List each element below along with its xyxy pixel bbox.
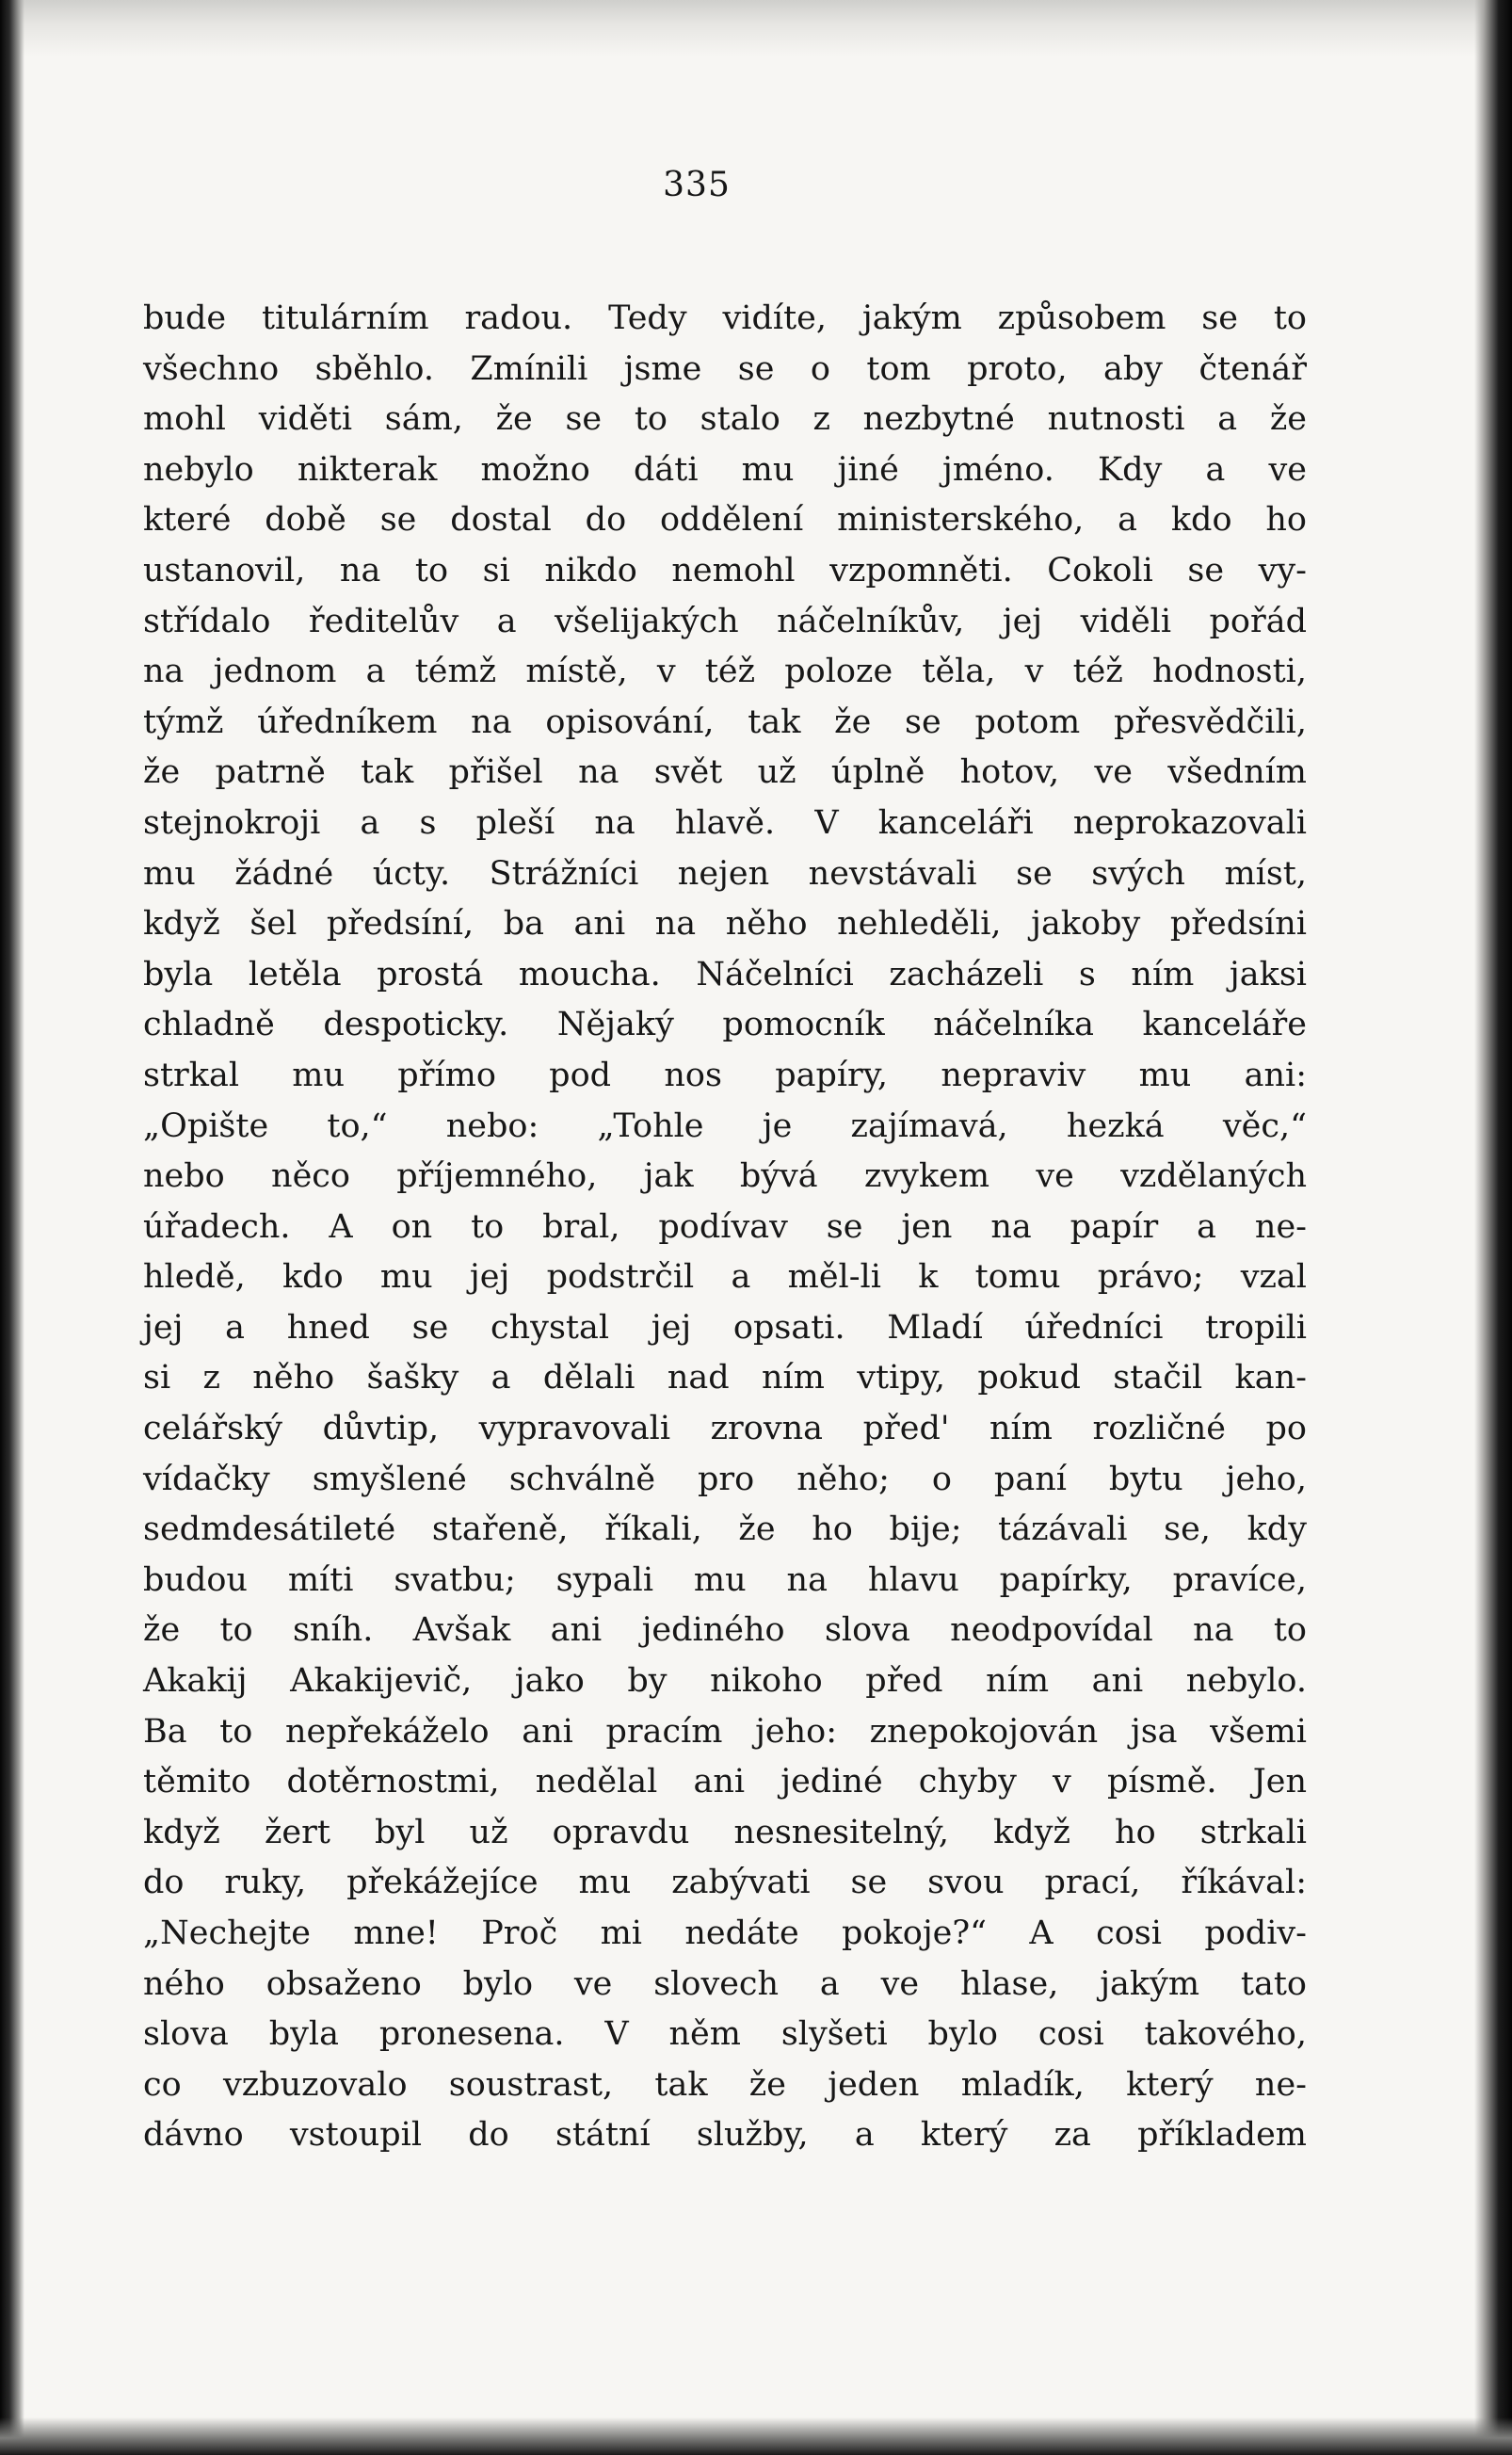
text-line: Akakij Akakijevič, jako by nikoho před ním ani nebylo.: [143, 1662, 1307, 1701]
page-edge-left-shadow: [0, 0, 24, 2455]
text-line: hledě, kdo mu jej podstrčil a měl-li k tomu právo; vzal: [143, 1258, 1307, 1297]
text-line: si z něho šašky a dělali nad ním vtipy, pokud stačil kan-: [143, 1359, 1307, 1397]
text-line: když žert byl už opravdu nesnesitelný, když ho strkali: [143, 1813, 1307, 1851]
text-line: sedmdesátileté stařeně, říkali, že ho bije; tázávali se, kdy: [143, 1510, 1307, 1549]
text-line: ustanovil, na to si nikdo nemohl vzpomněti. Cokoli se vy-: [143, 551, 1307, 590]
text-line: mohl viděti sám, že se to stalo z nezbytné nutnosti a že: [143, 400, 1307, 439]
text-line: týmž úředníkem na opisování, tak že se potom přesvědčili,: [143, 703, 1307, 741]
text-line: střídalo ředitelův a všelijakých náčelníkův, jej viděli pořád: [143, 602, 1307, 640]
text-line: které době se dostal do oddělení ministerského, a kdo ho: [143, 501, 1307, 540]
body-text: [143, 294, 1307, 2161]
text-line: mu žádné úcty. Strážníci nejen nevstávali se svých míst,: [143, 854, 1307, 893]
text-line: nebo něco příjemného, jak bývá zvykem ve vzdělaných: [143, 1157, 1307, 1196]
text-line: že patrně tak přišel na svět už úplně hotov, ve všedním: [143, 753, 1307, 792]
text-line: chladně despoticky. Nějaký pomocník náčelníka kanceláře: [143, 1006, 1307, 1044]
text-line: úřadech. A on to bral, podívav se jen na papír a ne-: [143, 1207, 1307, 1246]
text-line: co vzbuzovalo soustrast, tak že jeden mladík, který ne-: [143, 2065, 1307, 2104]
text-line: strkal mu přímo pod nos papíry, nepraviv mu ani:: [143, 1056, 1307, 1094]
text-line: dávno vstoupil do státní služby, a který za příkladem: [143, 2116, 1307, 2155]
text-line: nebylo nikterak možno dáti mu jiné jméno. Kdy a ve: [143, 450, 1307, 489]
text-line: na jednom a témž místě, v též poloze těla, v též hodnosti,: [143, 653, 1307, 691]
text-line: stejnokroji a s pleší na hlavě. V kanceláři neprokazovali: [143, 803, 1307, 842]
page-number: 335: [663, 166, 731, 204]
text-line: vídačky smyšlené schválně pro něho; o paní bytu jeho,: [143, 1460, 1307, 1498]
text-line: že to sníh. Avšak ani jediného slova neodpovídal na to: [143, 1611, 1307, 1650]
text-line: bude titulárním radou. Tedy vidíte, jakým způsobem se to: [143, 299, 1307, 337]
text-line: „Opište to,“ nebo: „Tohle je zajímavá, hezká věc,“: [143, 1106, 1307, 1145]
text-line: všechno sběhlo. Zmínili jsme se o tom proto, aby čtenář: [143, 349, 1307, 388]
text-line: když šel předsíní, ba ani na něho nehleděli, jakoby předsíni: [143, 905, 1307, 944]
text-line: ného obsaženo bylo ve slovech a ve hlase, jakým tato: [143, 1964, 1307, 2003]
text-line: „Nechejte mne! Proč mi nedáte pokoje?“ A cosi podiv-: [143, 1914, 1307, 1952]
page-edge-right-shadow: [1474, 0, 1512, 2455]
text-line: do ruky, překážejíce mu zabývati se svou prací, říkával:: [143, 1864, 1307, 1902]
page-edge-bottom-shadow: [0, 2417, 1512, 2455]
page-edge-top-shadow: [0, 0, 1512, 57]
text-line: jej a hned se chystal jej opsati. Mladí úředníci tropili: [143, 1308, 1307, 1347]
text-line: slova byla pronesena. V něm slyšeti bylo cosi takového,: [143, 2015, 1307, 2054]
text-line: budou míti svatbu; sypali mu na hlavu papírky, pravíce,: [143, 1560, 1307, 1599]
text-line: Ba to nepřekáželo ani pracím jeho: znepokojován jsa všemi: [143, 1712, 1307, 1751]
text-line: celářský důvtip, vypravovali zrovna před' ním rozličné po: [143, 1410, 1307, 1448]
text-line: byla letěla prostá moucha. Náčelníci zacházeli s ním jaksi: [143, 955, 1307, 993]
text-line: těmito dotěrnostmi, nedělal ani jediné chyby v písmě. Jen: [143, 1763, 1307, 1801]
